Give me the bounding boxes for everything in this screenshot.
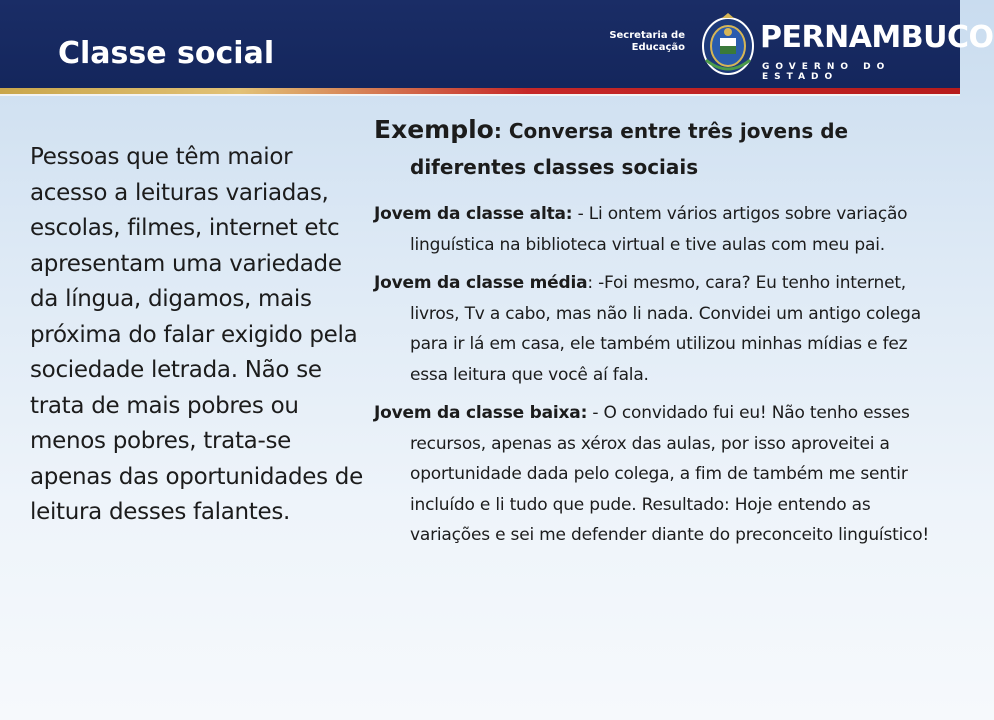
dialogue-text: - O convidado fui eu! Não tenho esses recursos, apenas as xérox das aulas, por isso aproveitei a oportunidade dada pelo colega, a fim de também me sentir incluído e li tudo que pude. Resultado: Hoje entendo as variações e sei me defender diante do preconceito linguístico!: [410, 403, 930, 545]
dialogue-upper-class: [374, 199, 944, 260]
state-subtitle: GOVERNO DO ESTADO: [762, 62, 891, 82]
header-bar: [0, 0, 994, 88]
state-coat-of-arms-icon: [700, 12, 756, 78]
dialogue-middle-class: [374, 268, 944, 390]
secretaria-label: [603, 30, 685, 54]
dialogue-lower-class: [374, 398, 944, 551]
secretaria-line1: Secretaria de: [609, 30, 685, 41]
example-column: [374, 112, 944, 559]
example-heading: [374, 112, 944, 185]
speaker-label: Jovem da classe baixa:: [374, 403, 588, 423]
speaker-label: Jovem da classe média: [374, 273, 588, 293]
slide-title: Classe social: [58, 36, 275, 71]
speaker-label: Jovem da classe alta:: [374, 204, 573, 224]
left-paragraph: Pessoas que têm maior acesso a leituras variadas, escolas, filmes, internet etc apresentam uma variedade da língua, digamos, mais próxima do falar exigido pela sociedade letrada. Não se trata de mais pobres ou menos pobres, trata-se apenas das oportunidades de leitura desses falantes.: [30, 144, 363, 525]
dialogue-text: - Li ontem vários artigos sobre variação linguística na biblioteca virtual e tive aulas com meu pai.: [410, 204, 908, 255]
state-name: PERNAMBUCO: [760, 20, 994, 55]
secretaria-line2: Educação: [631, 42, 685, 53]
header-stripe-light: [0, 94, 960, 96]
example-heading-word: Exemplo: [374, 115, 494, 144]
dialogue-text: : -Foi mesmo, cara? Eu tenho internet, livros, Tv a cabo, mas não li nada. Convidei um antigo colega para ir lá em casa, ele também utilizou minhas mídias e fez essa leitura que você aí fala.: [410, 273, 921, 385]
example-heading-rest: : Conversa entre três jovens de diferentes classes sociais: [410, 119, 849, 179]
